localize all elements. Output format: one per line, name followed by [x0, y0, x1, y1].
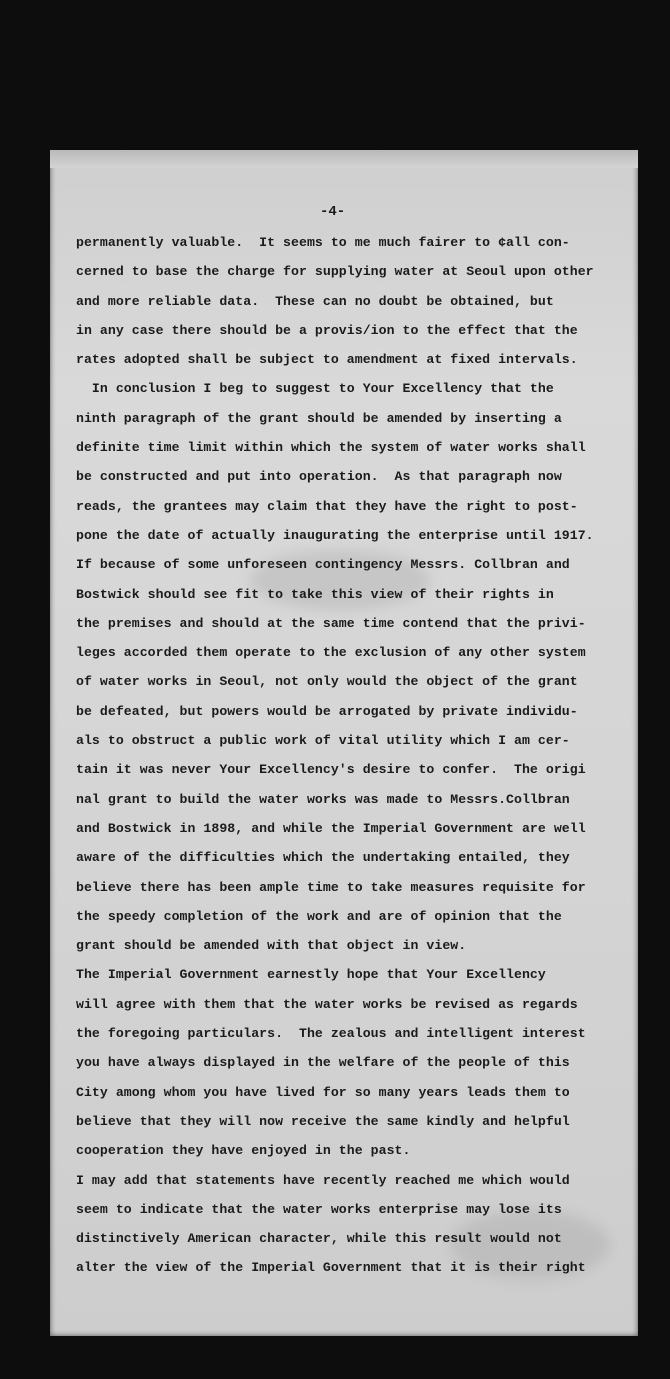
text-line: believe that they will now receive the same kindly and helpful: [76, 1113, 570, 1129]
text-line: in any case there should be a provis/ion to the effect that the: [76, 322, 578, 338]
letter-body: [76, 228, 632, 1283]
text-line: be constructed and put into operation. As that paragraph now: [76, 469, 562, 485]
text-line: grant should be amended with that object in view.: [76, 938, 467, 954]
text-line: seem to indicate that the water works enterprise may lose its: [76, 1201, 562, 1217]
text-line: leges accorded them operate to the exclusion of any other system: [76, 645, 586, 661]
text-line: believe there has been ample time to take measures requisite for: [76, 879, 586, 895]
text-line: the foregoing particulars. The zealous and intelligent interest: [76, 1026, 586, 1042]
text-line: The Imperial Government earnestly hope that Your Excellency: [76, 967, 546, 983]
typewritten-page: [50, 150, 638, 1336]
page-top-edge: [50, 150, 638, 168]
text-line: and Bostwick in 1898, and while the Imperial Government are well: [76, 820, 586, 836]
text-line: permanently valuable. It seems to me much fairer to ¢all con-: [76, 235, 570, 250]
text-line: reads, the grantees may claim that they have the right to post-: [76, 498, 578, 514]
text-line: definite time limit within which the system of water works shall: [76, 440, 586, 456]
text-line: cooperation they have enjoyed in the past.: [76, 1143, 411, 1159]
text-line: you have always displayed in the welfare of the people of this: [76, 1055, 570, 1071]
text-line: City among whom you have lived for so many years leads them to: [76, 1084, 570, 1100]
text-line: distinctively American character, while this result would not: [76, 1231, 562, 1247]
text-line: If because of some unforeseen contingency Messrs. Collbran and: [76, 557, 570, 573]
text-line: In conclusion I beg to suggest to Your Excellency that the: [76, 381, 554, 397]
text-line: will agree with them that the water works be revised as regards: [76, 996, 578, 1012]
text-line: rates adopted shall be subject to amendment at fixed intervals.: [76, 352, 578, 368]
text-line: aware of the difficulties which the undertaking entailed, they: [76, 850, 570, 866]
text-line: tain it was never Your Excellency's desire to confer. The origi: [76, 762, 586, 778]
text-line: ninth paragraph of the grant should be amended by inserting a: [76, 410, 562, 426]
text-line: the speedy completion of the work and are of opinion that the: [76, 908, 562, 924]
page-number: -4-: [320, 204, 346, 220]
text-line: be defeated, but powers would be arrogated by private individu-: [76, 703, 578, 719]
text-line: pone the date of actually inaugurating the enterprise until 1917.: [76, 527, 594, 543]
text-line: the premises and should at the same time contend that the privi-: [76, 615, 586, 631]
text-line: cerned to base the charge for supplying water at Seoul upon other: [76, 264, 594, 280]
text-line: nal grant to build the water works was made to Messrs.Collbran: [76, 791, 570, 807]
text-line: and more reliable data. These can no doubt be obtained, but: [76, 293, 554, 309]
text-line: als to obstruct a public work of vital utility which I am cer-: [76, 733, 570, 749]
text-line: I may add that statements have recently reached me which would: [76, 1172, 570, 1188]
text-line: alter the view of the Imperial Government that it is their right: [76, 1260, 586, 1276]
text-line: Bostwick should see fit to take this view of their rights in: [76, 586, 554, 602]
text-line: of water works in Seoul, not only would the object of the grant: [76, 674, 578, 690]
